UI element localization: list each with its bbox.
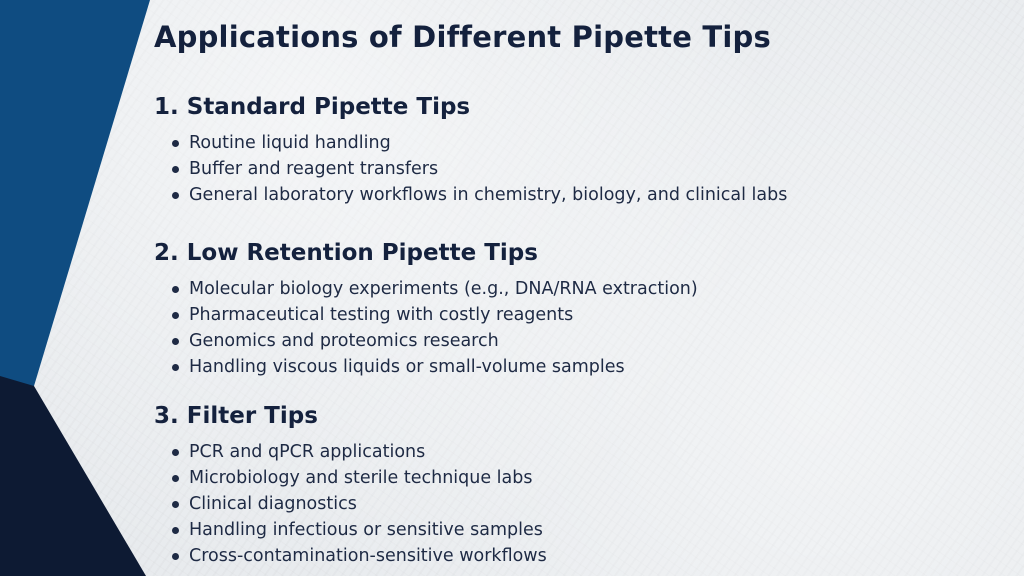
list-item — [172, 276, 698, 302]
page-title: Applications of Different Pipette Tips — [154, 20, 771, 54]
bullet-icon — [172, 312, 179, 319]
list-item — [172, 491, 547, 517]
list-item-text: Handling infectious or sensitive samples — [189, 520, 543, 540]
section-heading: 2. Low Retention Pipette Tips — [154, 240, 538, 266]
decorative-side-shapes — [0, 0, 160, 576]
list-item — [172, 302, 698, 328]
section-heading: 3. Filter Tips — [154, 403, 318, 429]
bullet-icon — [172, 449, 179, 456]
list-item-text: Cross-contamination-sensitive workflows — [189, 546, 547, 566]
bullet-icon — [172, 166, 179, 173]
navy-corner-triangle — [0, 376, 146, 576]
list-item — [172, 465, 547, 491]
list-item — [172, 543, 547, 569]
bullet-icon — [172, 501, 179, 508]
list-item-text: Pharmaceutical testing with costly reagents — [189, 305, 574, 325]
list-item — [172, 182, 787, 208]
section-standard-tips — [154, 94, 787, 208]
list-item-text: Genomics and proteomics research — [189, 331, 499, 351]
list-item — [172, 354, 698, 380]
list-item-text: Handling viscous liquids or small-volume samples — [189, 357, 625, 377]
bullet-icon — [172, 475, 179, 482]
section-filter-tips — [154, 403, 547, 569]
list-item — [172, 130, 787, 156]
bullet-icon — [172, 192, 179, 199]
bullet-list — [154, 130, 787, 208]
list-item — [172, 328, 698, 354]
list-item-text: Buffer and reagent transfers — [189, 159, 439, 179]
list-item-text: Molecular biology experiments (e.g., DNA/RNA extraction) — [189, 279, 698, 299]
bullet-icon — [172, 527, 179, 534]
list-item-text: Clinical diagnostics — [189, 494, 357, 514]
section-low-retention-tips — [154, 240, 698, 380]
bullet-icon — [172, 364, 179, 371]
list-item — [172, 439, 547, 465]
list-item-text: Routine liquid handling — [189, 133, 391, 153]
list-item — [172, 156, 787, 182]
blue-side-band — [0, 0, 150, 430]
list-item — [172, 517, 547, 543]
section-heading: 1. Standard Pipette Tips — [154, 94, 471, 120]
bullet-icon — [172, 286, 179, 293]
bullet-icon — [172, 553, 179, 560]
list-item-text: PCR and qPCR applications — [189, 442, 426, 462]
bullet-icon — [172, 140, 179, 147]
list-item-text: Microbiology and sterile technique labs — [189, 468, 533, 488]
bullet-list — [154, 439, 547, 569]
bullet-list — [154, 276, 698, 380]
list-item-text: General laboratory workflows in chemistry, biology, and clinical labs — [189, 185, 788, 205]
bullet-icon — [172, 338, 179, 345]
